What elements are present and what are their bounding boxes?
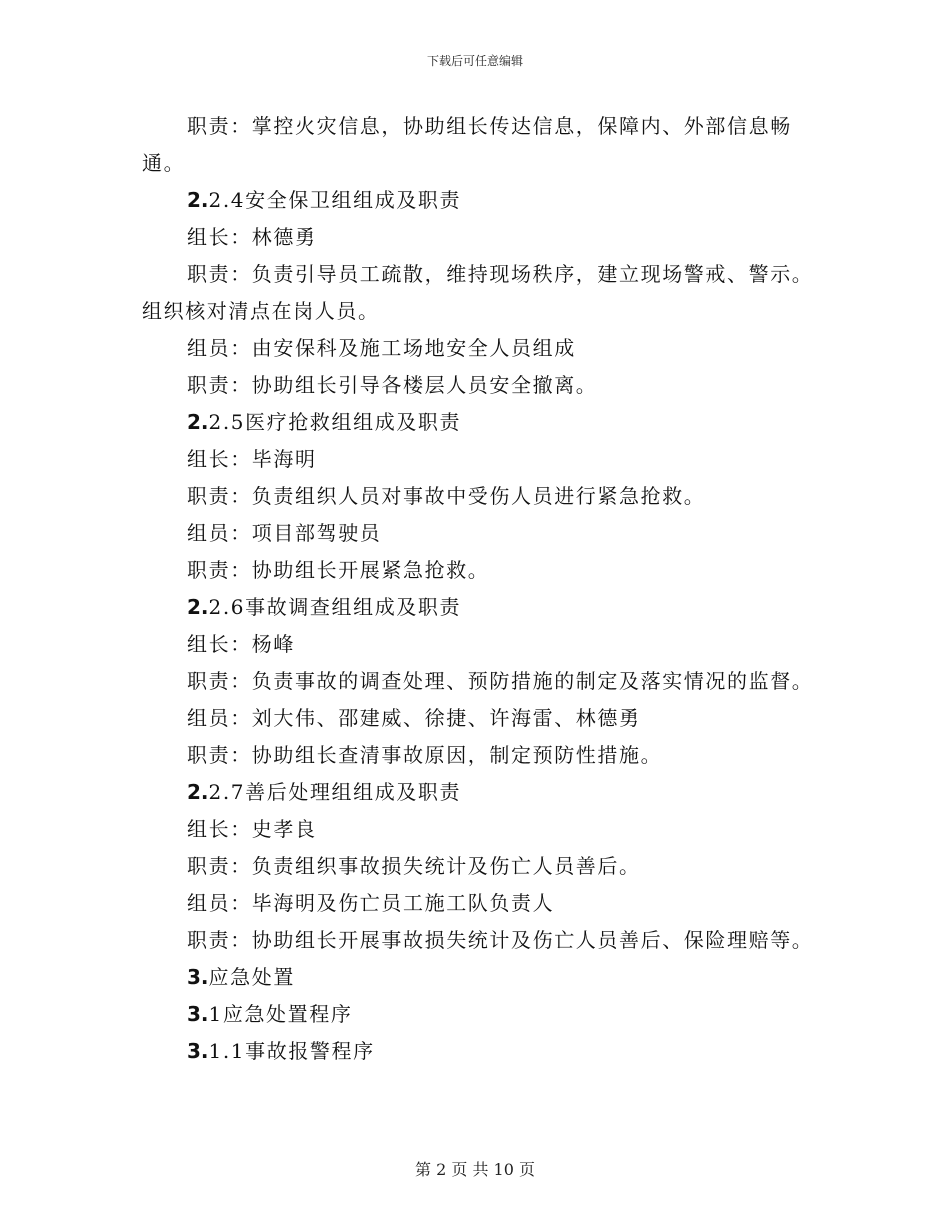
section-number: 3. bbox=[187, 1039, 209, 1063]
line-text: 职责：协助组长引导各楼层人员安全撤离。 bbox=[187, 373, 598, 397]
paragraph-line bbox=[142, 737, 822, 774]
section-number: 2. bbox=[187, 780, 209, 804]
paragraph-line bbox=[142, 256, 822, 293]
line-text: 2.6事故调查组组成及职责 bbox=[208, 595, 462, 619]
paragraph-line bbox=[142, 663, 822, 700]
paragraph-line bbox=[142, 441, 822, 478]
line-text: 职责：负责事故的调查处理、预防措施的制定及落实情况的监督。 bbox=[187, 669, 814, 693]
section-number: 2. bbox=[187, 410, 209, 434]
section-number: 3. bbox=[187, 1002, 209, 1026]
paragraph-line bbox=[142, 885, 822, 922]
line-text: 1.1事故报警程序 bbox=[208, 1039, 375, 1063]
paragraph-line bbox=[142, 515, 822, 552]
section-heading bbox=[142, 1033, 822, 1070]
section-number: 2. bbox=[187, 188, 209, 212]
document-body bbox=[142, 108, 822, 1070]
line-text: 组长：毕海明 bbox=[187, 447, 317, 471]
line-text: 通。 bbox=[142, 151, 186, 175]
paragraph-line bbox=[142, 626, 822, 663]
section-heading bbox=[142, 404, 822, 441]
line-text: 组员：项目部驾驶员 bbox=[187, 521, 382, 545]
line-text: 组长：杨峰 bbox=[187, 632, 295, 656]
paragraph-line bbox=[142, 922, 822, 959]
paragraph-line bbox=[142, 367, 822, 404]
line-text: 组长：史孝良 bbox=[187, 817, 317, 841]
line-text: 组员：由安保科及施工场地安全人员组成 bbox=[187, 336, 576, 360]
line-text: 1应急处置程序 bbox=[208, 1002, 353, 1026]
line-text: 职责：掌控火灾信息，协助组长传达信息，保障内、外部信息畅 bbox=[187, 114, 792, 138]
line-text: 组员：毕海明及伤亡员工施工队负责人 bbox=[187, 891, 555, 915]
section-heading bbox=[142, 182, 822, 219]
section-heading bbox=[142, 996, 822, 1033]
paragraph-line bbox=[142, 478, 822, 515]
line-text: 职责：协助组长开展事故损失统计及伤亡人员善后、保险理赔等。 bbox=[187, 928, 814, 952]
paragraph-line bbox=[142, 700, 822, 737]
line-text: 职责：负责组织事故损失统计及伤亡人员善后。 bbox=[187, 854, 641, 878]
line-text: 组长：林德勇 bbox=[187, 225, 317, 249]
section-heading bbox=[142, 589, 822, 626]
line-text: 组员：刘大伟、邵建威、徐捷、许海雷、林德勇 bbox=[187, 706, 641, 730]
line-text: 2.5医疗抢救组组成及职责 bbox=[208, 410, 462, 434]
paragraph-line bbox=[142, 811, 822, 848]
line-text: 应急处置 bbox=[208, 965, 295, 989]
line-text: 职责：负责引导员工疏散，维持现场秩序，建立现场警戒、警示。 bbox=[187, 262, 814, 286]
paragraph-line bbox=[142, 145, 822, 182]
paragraph-line bbox=[142, 848, 822, 885]
line-text: 组织核对清点在岗人员。 bbox=[142, 299, 380, 323]
line-text: 职责：负责组织人员对事故中受伤人员进行紧急抢救。 bbox=[187, 484, 706, 508]
paragraph-line bbox=[142, 552, 822, 589]
line-text: 职责：协助组长开展紧急抢救。 bbox=[187, 558, 490, 582]
line-text: 2.7善后处理组组成及职责 bbox=[208, 780, 462, 804]
line-text: 职责：协助组长查清事故原因，制定预防性措施。 bbox=[187, 743, 663, 767]
page-header: 下载后可任意编辑 bbox=[426, 54, 523, 68]
section-number: 2. bbox=[187, 595, 209, 619]
section-number: 3. bbox=[187, 965, 209, 989]
paragraph-line bbox=[142, 219, 822, 256]
section-heading bbox=[142, 774, 822, 811]
paragraph-line bbox=[142, 330, 822, 367]
paragraph-line bbox=[142, 108, 822, 145]
section-heading bbox=[142, 959, 822, 996]
paragraph-line bbox=[142, 293, 822, 330]
page-number: 第 2 页 共 10 页 bbox=[415, 1160, 535, 1179]
line-text: 2.4安全保卫组组成及职责 bbox=[208, 188, 462, 212]
